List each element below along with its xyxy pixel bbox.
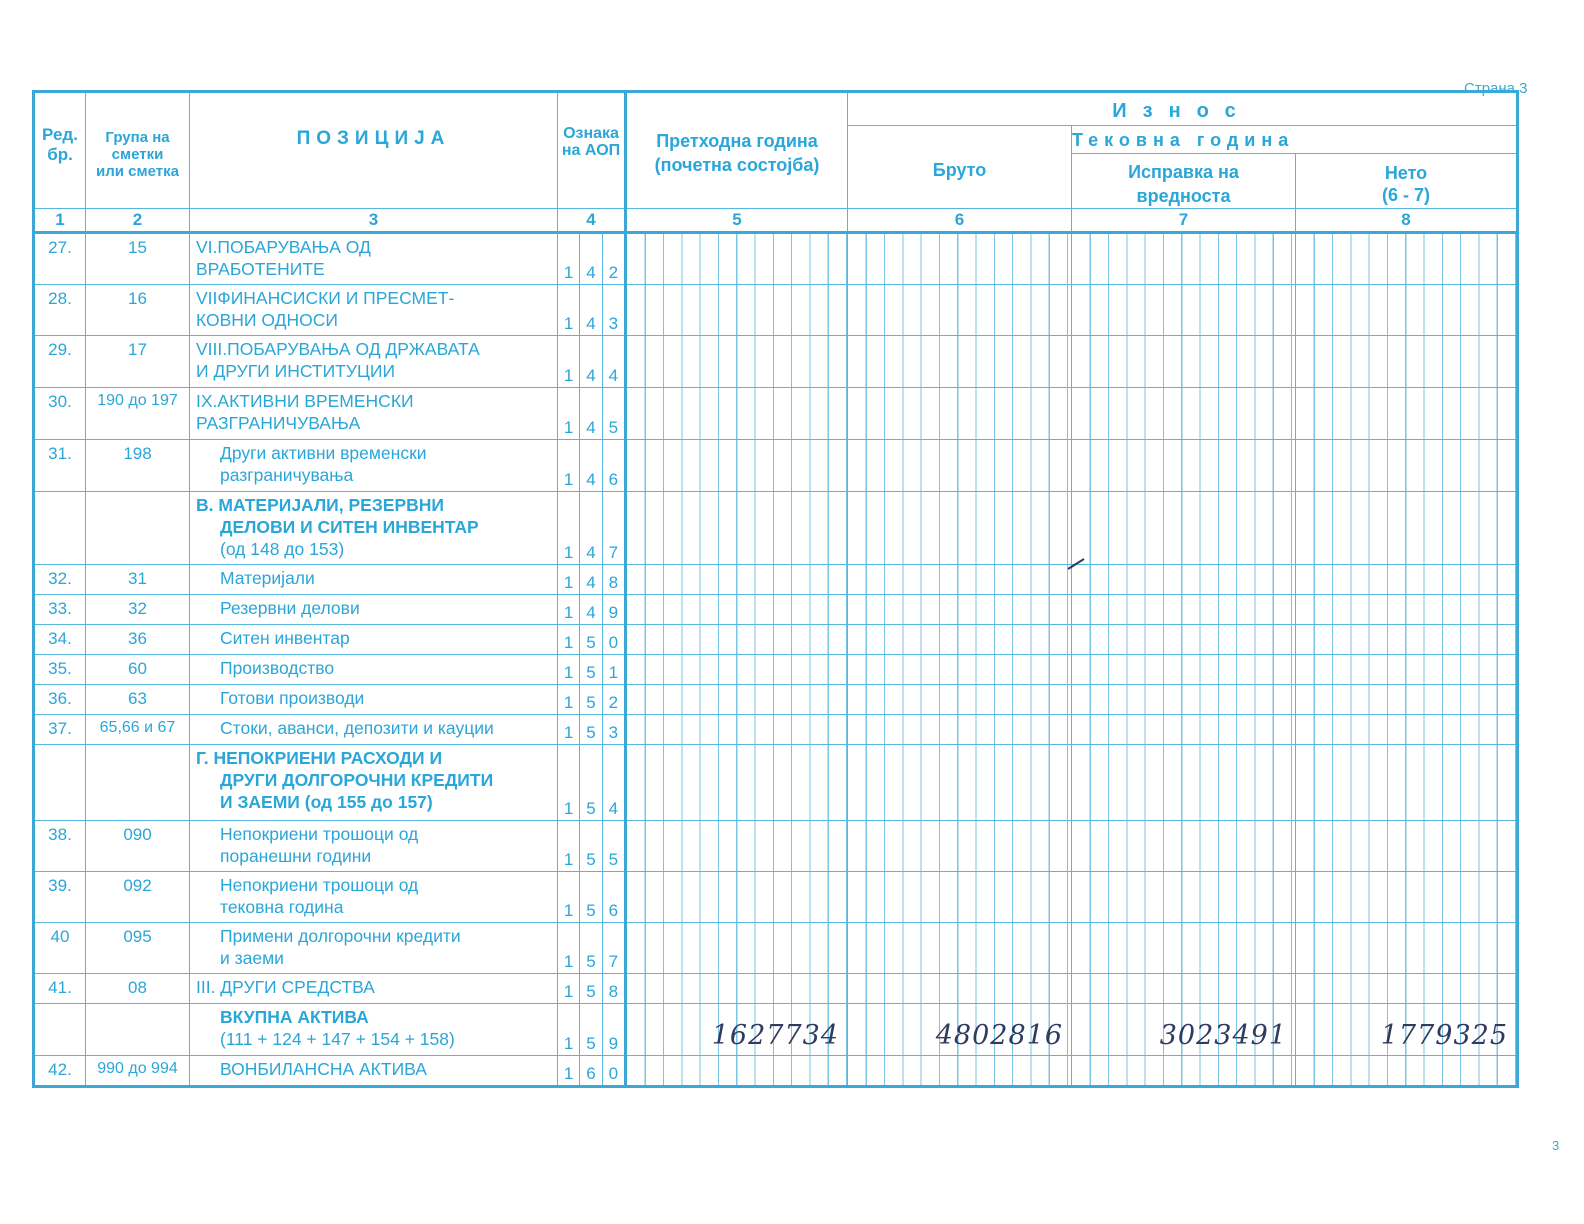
table-row: [34, 233, 1518, 285]
aop-digit: 5: [579, 655, 601, 684]
account-group: 090: [86, 821, 190, 872]
aop-code: [558, 872, 626, 923]
col-header-gross: Бруто: [848, 154, 1072, 209]
row-number: [34, 1004, 86, 1056]
position-label: III. ДРУГИ СРЕДСТВА: [196, 977, 375, 997]
amount-net[interactable]: [1296, 655, 1518, 685]
table-row: [34, 1056, 1518, 1087]
aop-digit: 1: [563, 366, 574, 385]
amount-correction[interactable]: [1072, 715, 1296, 745]
account-group: 17: [86, 336, 190, 388]
amount-gross[interactable]: [848, 1056, 1072, 1087]
position-cell: [190, 1056, 558, 1087]
position-label: Примени долгорочни кредити и заеми: [220, 926, 461, 968]
amount-correction[interactable]: [1072, 1056, 1296, 1087]
amount-gross[interactable]: [848, 440, 1072, 492]
handwritten-amount: 4802816: [935, 1020, 1063, 1051]
aop-digit: 1: [563, 901, 574, 920]
amount-prev-year[interactable]: [626, 715, 848, 745]
amount-gross[interactable]: [848, 1004, 1072, 1056]
amount-correction[interactable]: [1072, 872, 1296, 923]
row-number: [34, 492, 86, 565]
table-row: [34, 745, 1518, 821]
aop-code: [558, 388, 626, 440]
account-group: [86, 492, 190, 565]
row-number: 30.: [34, 388, 86, 440]
account-group: 198: [86, 440, 190, 492]
row-number: 32.: [34, 565, 86, 595]
amount-gross[interactable]: [848, 821, 1072, 872]
aop-digit: 7: [602, 492, 624, 564]
amount-correction[interactable]: [1072, 974, 1296, 1004]
aop-digit: 1: [563, 723, 574, 742]
table-row: [34, 625, 1518, 655]
aop-digit: 5: [579, 821, 601, 871]
position-cell: [190, 440, 558, 492]
position-cell: [190, 655, 558, 685]
page-label: Страна 3: [1464, 80, 1528, 97]
table-row: [34, 565, 1518, 595]
position-label: ВОНБИЛАНСНА АКТИВА: [220, 1059, 427, 1079]
amount-net[interactable]: [1296, 1056, 1518, 1087]
aop-digit: 1: [563, 1064, 574, 1083]
aop-digit: 5: [579, 974, 601, 1003]
amount-correction[interactable]: [1072, 923, 1296, 974]
row-number: 37.: [34, 715, 86, 745]
aop-code: [558, 336, 626, 388]
amount-correction[interactable]: [1072, 565, 1296, 595]
aop-digit: 5: [579, 625, 601, 654]
amount-net[interactable]: [1296, 388, 1518, 440]
amount-gross[interactable]: [848, 872, 1072, 923]
amount-net[interactable]: [1296, 285, 1518, 336]
row-number: 34.: [34, 625, 86, 655]
position-cell: [190, 685, 558, 715]
amount-net[interactable]: [1296, 821, 1518, 872]
column-number: 5: [626, 209, 848, 233]
table-row: [34, 685, 1518, 715]
account-group: 990 до 994: [86, 1056, 190, 1087]
position-cell: [190, 821, 558, 872]
column-number: 8: [1296, 209, 1518, 233]
aop-digit: 4: [579, 440, 601, 491]
amount-prev-year[interactable]: [626, 655, 848, 685]
position-cell: [190, 625, 558, 655]
amount-net[interactable]: [1296, 565, 1518, 595]
aop-digit: 1: [563, 573, 574, 592]
position-label: Производство: [220, 658, 335, 678]
aop-digit: 6: [579, 1056, 601, 1085]
aop-code: [558, 625, 626, 655]
row-number: 41.: [34, 974, 86, 1004]
amount-prev-year[interactable]: [626, 440, 848, 492]
aop-code: [558, 285, 626, 336]
col-header-correction: Исправка на вредноста: [1072, 154, 1296, 209]
row-number: 31.: [34, 440, 86, 492]
aop-digit: 0: [602, 1056, 624, 1085]
amount-net[interactable]: [1296, 625, 1518, 655]
table-row: [34, 336, 1518, 388]
amount-prev-year[interactable]: [626, 336, 848, 388]
amount-prev-year[interactable]: [626, 872, 848, 923]
aop-digit: 1: [563, 1034, 574, 1053]
amount-prev-year[interactable]: [626, 625, 848, 655]
position-label: Резервни делови: [220, 598, 360, 618]
aop-digit: 1: [563, 850, 574, 869]
position-label: Материјали: [220, 568, 315, 588]
aop-digit: 1: [563, 799, 574, 818]
aop-code: [558, 233, 626, 285]
aop-digit: 4: [579, 285, 601, 335]
column-number: 2: [86, 209, 190, 233]
position-label: IX.АКТИВНИ ВРЕМЕНСКИ РАЗГРАНИЧУВАЊА: [196, 391, 414, 433]
handwritten-amount: 1779325: [1380, 1020, 1508, 1051]
position-cell: [190, 715, 558, 745]
aop-digit: 2: [602, 685, 624, 714]
amount-prev-year[interactable]: [626, 821, 848, 872]
row-number: 35.: [34, 655, 86, 685]
aop-digit: 1: [563, 693, 574, 712]
account-group: 36: [86, 625, 190, 655]
aop-code: [558, 655, 626, 685]
aop-digit: 2: [602, 234, 624, 284]
account-group: 63: [86, 685, 190, 715]
amount-net[interactable]: [1296, 872, 1518, 923]
amount-prev-year[interactable]: [626, 565, 848, 595]
account-group: 095: [86, 923, 190, 974]
col-header-row-number: Ред. бр.: [34, 92, 86, 209]
account-group: 08: [86, 974, 190, 1004]
position-label: ВКУПНА АКТИВА: [220, 1007, 369, 1027]
amount-prev-year[interactable]: [626, 595, 848, 625]
position-label: Непокриени трошоци од поранешни години: [220, 824, 419, 866]
position-cell: [190, 1004, 558, 1056]
table-row: [34, 655, 1518, 685]
table-row: [34, 974, 1518, 1004]
position-cell: [190, 595, 558, 625]
row-number: 27.: [34, 233, 86, 285]
row-number: 39.: [34, 872, 86, 923]
aop-digit: 6: [602, 440, 624, 491]
position-label: Ситен инвентар: [220, 628, 350, 648]
table-row: [34, 492, 1518, 565]
aop-code: [558, 440, 626, 492]
amount-gross[interactable]: [848, 655, 1072, 685]
amount-correction[interactable]: [1072, 388, 1296, 440]
aop-digit: 4: [579, 336, 601, 387]
aop-digit: 5: [579, 923, 601, 973]
amount-net[interactable]: [1296, 492, 1518, 565]
col-header-position: ПОЗИЦИЈА: [190, 92, 558, 209]
handwritten-amount: 1627734: [711, 1020, 839, 1051]
row-number: 38.: [34, 821, 86, 872]
table-row: [34, 821, 1518, 872]
aop-code: [558, 565, 626, 595]
amount-prev-year[interactable]: [626, 974, 848, 1004]
amount-gross[interactable]: [848, 745, 1072, 821]
aop-code: [558, 1056, 626, 1087]
position-range: (111 + 124 + 147 + 154 + 158): [220, 1029, 455, 1049]
position-range: (од 155 до 157): [299, 792, 433, 812]
aop-digit: 4: [602, 745, 624, 820]
position-cell: [190, 923, 558, 974]
amount-correction[interactable]: [1072, 655, 1296, 685]
aop-digit: 5: [579, 1004, 601, 1055]
column-number: 7: [1072, 209, 1296, 233]
position-cell: [190, 974, 558, 1004]
aop-code: [558, 1004, 626, 1056]
aop-digit: 6: [602, 872, 624, 922]
aop-digit: 8: [602, 974, 624, 1003]
col-header-current-year: Тековна година: [1072, 126, 1518, 154]
table-row: [34, 923, 1518, 974]
aop-code: [558, 821, 626, 872]
row-number: 40: [34, 923, 86, 974]
pen-mark: [1066, 557, 1086, 571]
position-cell: [190, 745, 558, 821]
aop-digit: 7: [602, 923, 624, 973]
position-label: В. МАТЕРИЈАЛИ, РЕЗЕРВНИ ДЕЛОВИ И СИТЕН ИНВЕНТАР: [196, 495, 479, 537]
amount-prev-year[interactable]: [626, 745, 848, 821]
aop-code: [558, 923, 626, 974]
aop-code: [558, 715, 626, 745]
aop-code: [558, 595, 626, 625]
aop-digit: 5: [579, 685, 601, 714]
table-row: [34, 715, 1518, 745]
amount-correction[interactable]: [1072, 1004, 1296, 1056]
aop-digit: 0: [602, 625, 624, 654]
table-row: [34, 1004, 1518, 1056]
table-row: [34, 388, 1518, 440]
balance-sheet-form: [32, 90, 1519, 1088]
aop-digit: 1: [563, 470, 574, 489]
amount-net[interactable]: [1296, 595, 1518, 625]
col-header-aop: Ознака на АОП: [558, 92, 626, 209]
table-row: [34, 285, 1518, 336]
account-group: 65,66 и 67: [86, 715, 190, 745]
col-header-amount: Износ: [848, 92, 1518, 126]
aop-digit: 1: [563, 603, 574, 622]
aop-digit: 1: [563, 543, 574, 562]
account-group: 092: [86, 872, 190, 923]
amount-correction[interactable]: [1072, 745, 1296, 821]
position-cell: [190, 565, 558, 595]
col-header-account-group: Група на сметки или сметка: [86, 92, 190, 209]
row-number: 36.: [34, 685, 86, 715]
aop-digit: 1: [563, 263, 574, 282]
position-label: VIIФИНАНСИСКИ И ПРЕСМЕТ- КОВНИ ОДНОСИ: [196, 288, 455, 330]
table-row: [34, 595, 1518, 625]
column-number: 1: [34, 209, 86, 233]
account-group: 190 до 197: [86, 388, 190, 440]
amount-net[interactable]: [1296, 336, 1518, 388]
aop-code: [558, 745, 626, 821]
col-header-net: Нето (6 - 7): [1296, 154, 1518, 209]
column-number: 3: [190, 209, 558, 233]
amount-gross[interactable]: [848, 336, 1072, 388]
position-label: Г. НЕПОКРИЕНИ РАСХОДИ И ДРУГИ ДОЛГОРОЧНИ КРЕДИТИ И ЗАЕМИ (од 155 до 157): [196, 748, 494, 812]
amount-gross[interactable]: [848, 685, 1072, 715]
aop-digit: 5: [602, 821, 624, 871]
account-group: 60: [86, 655, 190, 685]
position-cell: [190, 492, 558, 565]
column-number: 6: [848, 209, 1072, 233]
aop-code: [558, 974, 626, 1004]
amount-net[interactable]: [1296, 440, 1518, 492]
amount-prev-year[interactable]: [626, 233, 848, 285]
table-row: [34, 440, 1518, 492]
aop-digit: 1: [563, 982, 574, 1001]
amount-gross[interactable]: [848, 492, 1072, 565]
aop-digit: 5: [579, 745, 601, 820]
aop-digit: 1: [563, 663, 574, 682]
amount-prev-year[interactable]: [626, 685, 848, 715]
amount-gross[interactable]: [848, 625, 1072, 655]
position-label: Готови производи: [220, 688, 365, 708]
amount-net[interactable]: [1296, 715, 1518, 745]
account-group: 15: [86, 233, 190, 285]
row-number: 33.: [34, 595, 86, 625]
aop-digit: 4: [579, 595, 601, 624]
position-cell: [190, 336, 558, 388]
amount-correction[interactable]: [1072, 440, 1296, 492]
amount-net[interactable]: [1296, 745, 1518, 821]
aop-digit: 4: [579, 565, 601, 594]
amount-correction[interactable]: [1072, 233, 1296, 285]
position-label: Непокриени трошоци од тековна година: [220, 875, 419, 917]
account-group: 16: [86, 285, 190, 336]
amount-gross[interactable]: [848, 388, 1072, 440]
amount-correction[interactable]: [1072, 595, 1296, 625]
amount-correction[interactable]: [1072, 285, 1296, 336]
amount-net[interactable]: [1296, 233, 1518, 285]
row-number: [34, 745, 86, 821]
column-numbers-row: [34, 209, 1518, 233]
position-label: VIII.ПОБАРУВАЊА ОД ДРЖАВАТА И ДРУГИ ИНСТИТУЦИИ: [196, 339, 480, 381]
amount-prev-year[interactable]: [626, 388, 848, 440]
position-label: Други активни временски разграничувања: [220, 443, 427, 485]
amount-net[interactable]: [1296, 685, 1518, 715]
aop-digit: 4: [579, 388, 601, 439]
aop-digit: 3: [602, 285, 624, 335]
aop-digit: 4: [579, 234, 601, 284]
account-group: [86, 1004, 190, 1056]
form-rows: [34, 233, 1518, 1087]
aop-code: [558, 685, 626, 715]
aop-digit: 1: [563, 952, 574, 971]
amount-net[interactable]: [1296, 974, 1518, 1004]
aop-digit: 1: [563, 418, 574, 437]
aop-digit: 9: [602, 595, 624, 624]
position-cell: [190, 233, 558, 285]
aop-digit: 1: [563, 314, 574, 333]
aop-digit: 1: [563, 633, 574, 652]
table-row: [34, 872, 1518, 923]
amount-net[interactable]: [1296, 923, 1518, 974]
page-number: 3: [1552, 1138, 1560, 1153]
position-range: (од 148 до 153): [220, 539, 345, 559]
account-group: 32: [86, 595, 190, 625]
col-header-prev-year: Претходна година (почетна состојба): [626, 92, 848, 209]
aop-digit: 1: [602, 655, 624, 684]
position-cell: [190, 872, 558, 923]
aop-digit: 3: [602, 715, 624, 744]
amount-prev-year[interactable]: [626, 1004, 848, 1056]
amount-prev-year[interactable]: [626, 285, 848, 336]
aop-digit: 5: [579, 715, 601, 744]
amount-gross[interactable]: [848, 923, 1072, 974]
amount-prev-year[interactable]: [626, 1056, 848, 1087]
amount-gross[interactable]: [848, 285, 1072, 336]
aop-code: [558, 492, 626, 565]
row-number: 29.: [34, 336, 86, 388]
account-group: 31: [86, 565, 190, 595]
aop-digit: 9: [602, 1004, 624, 1055]
aop-digit: 5: [602, 388, 624, 439]
amount-correction[interactable]: [1072, 625, 1296, 655]
aop-digit: 5: [579, 872, 601, 922]
amount-gross[interactable]: [848, 715, 1072, 745]
aop-digit: 8: [602, 565, 624, 594]
position-cell: [190, 388, 558, 440]
aop-digit: 4: [602, 336, 624, 387]
column-number: 4: [558, 209, 626, 233]
row-number: 42.: [34, 1056, 86, 1087]
position-label: Стоки, аванси, депозити и кауции: [220, 718, 494, 738]
aop-digit: 4: [579, 492, 601, 564]
amount-correction[interactable]: [1072, 336, 1296, 388]
amount-gross[interactable]: [848, 565, 1072, 595]
row-number: 28.: [34, 285, 86, 336]
amount-correction[interactable]: [1072, 685, 1296, 715]
account-group: [86, 745, 190, 821]
position-cell: [190, 285, 558, 336]
amount-gross[interactable]: [848, 233, 1072, 285]
amount-correction[interactable]: [1072, 821, 1296, 872]
handwritten-amount: 3023491: [1159, 1020, 1287, 1051]
amount-gross[interactable]: [848, 595, 1072, 625]
header-row-1: [34, 92, 1518, 126]
amount-prev-year[interactable]: [626, 492, 848, 565]
amount-prev-year[interactable]: [626, 923, 848, 974]
amount-correction[interactable]: [1072, 492, 1296, 565]
amount-gross[interactable]: [848, 974, 1072, 1004]
position-label: VI.ПОБАРУВАЊА ОД ВРАБОТЕНИТЕ: [196, 237, 371, 279]
amount-net[interactable]: [1296, 1004, 1518, 1056]
